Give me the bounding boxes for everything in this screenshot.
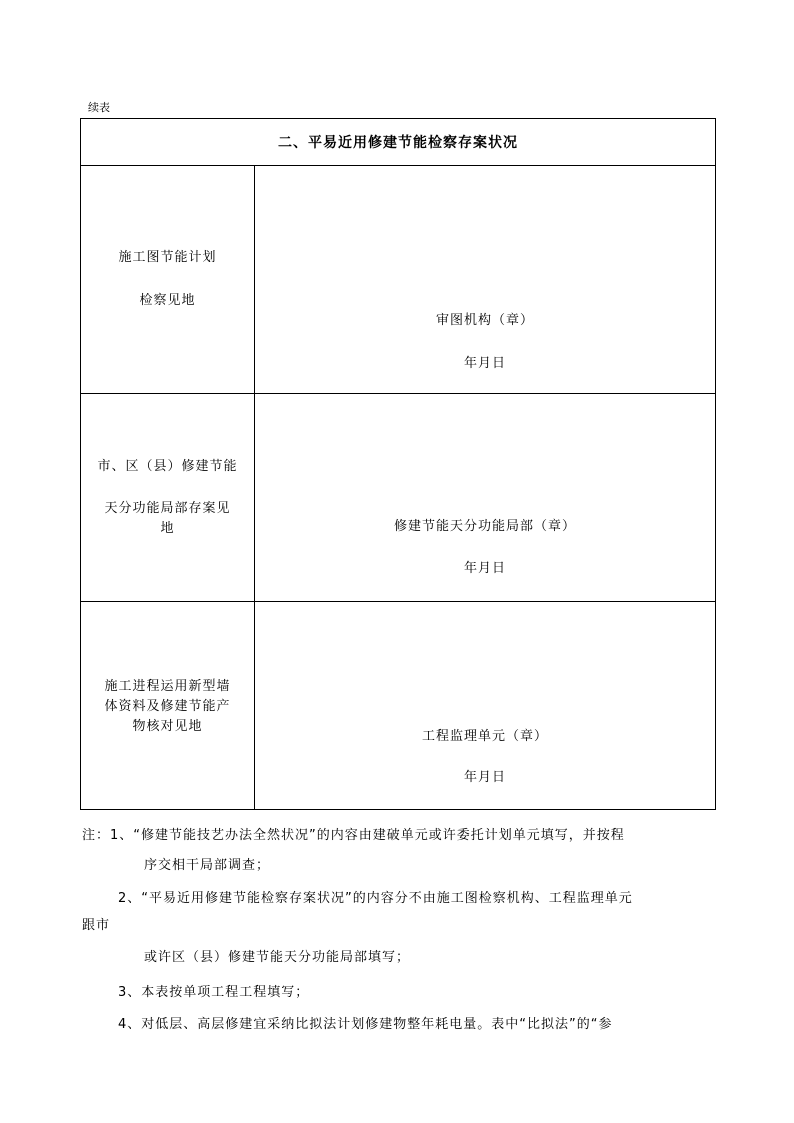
- signature-cell: [255, 394, 716, 602]
- note-line: 序交相干局部调查；: [144, 858, 271, 873]
- table-row: [81, 602, 716, 810]
- seal-label: 修建节能天分功能局部（章）: [393, 519, 576, 534]
- seal-label: 审图机构（章）: [435, 313, 534, 328]
- energy-filing-table: [80, 118, 716, 810]
- continued-table-label: 续表: [88, 101, 110, 114]
- signature-cell: [255, 602, 716, 810]
- note-line: 2、“平易近用修建节能检察存案状况”的内容分不由施工图检察机构、工程监理单元: [118, 891, 633, 906]
- date-label: 年月日: [463, 561, 506, 576]
- row-label-line: 天分功能局部存案见: [104, 501, 231, 516]
- note-line: 注：1、“修建节能技艺办法全然状况”的内容由建破单元或许委托计划单元填写，并按程: [82, 828, 625, 843]
- row-label-line: 地: [160, 521, 175, 536]
- table-row: [81, 166, 716, 394]
- date-label: 年月日: [463, 356, 506, 371]
- note-line: 4、对低层、高层修建宜采纳比拟法计划修建物整年耗电量。表中“比拟法”的“参: [118, 1017, 613, 1032]
- signature-cell: [255, 166, 716, 394]
- note-line: 3、本表按单项工程工程填写；: [118, 985, 310, 1000]
- note-line: 或许区（县）修建节能天分功能局部填写；: [144, 950, 411, 965]
- row-label-cell: [81, 166, 255, 394]
- note-line: 跟市: [82, 918, 111, 933]
- row-label-line: 体资料及修建节能产: [104, 699, 231, 714]
- row-label-line: 施工图节能计划: [118, 250, 217, 265]
- table-row: [81, 394, 716, 602]
- date-label: 年月日: [463, 770, 506, 785]
- section-title-row: [81, 119, 716, 166]
- row-label-line: 市、区（县）修建节能: [97, 459, 238, 474]
- seal-label: 工程监理单元（章）: [421, 729, 548, 744]
- row-label-cell: [81, 394, 255, 602]
- row-label-cell: [81, 602, 255, 810]
- row-label-line: 施工进程运用新型墙: [104, 679, 231, 694]
- row-label-line: 检察见地: [139, 293, 196, 308]
- section-title: 二、平易近用修建节能检察存案状况: [81, 119, 716, 166]
- row-label-line: 物核对见地: [132, 719, 203, 734]
